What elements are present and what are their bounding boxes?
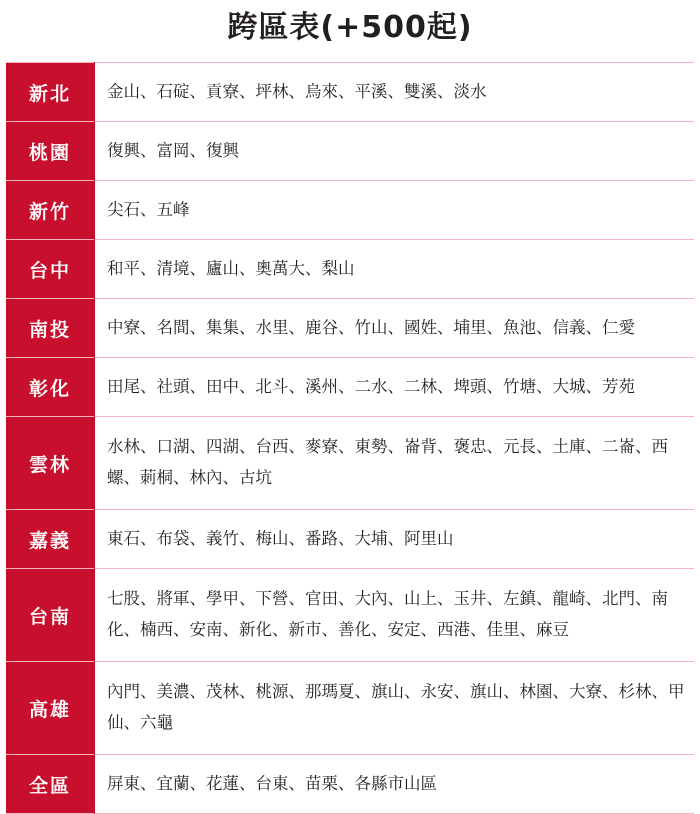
table-row xyxy=(6,299,694,358)
region-label: 新北 xyxy=(6,63,95,122)
region-areas: 中寮、名間、集集、水里、鹿谷、竹山、國姓、埔里、魚池、信義、仁愛 xyxy=(107,317,635,337)
region-areas: 屏東、宜蘭、花蓮、台東、苗栗、各縣市山區 xyxy=(107,773,437,793)
region-label: 新竹 xyxy=(6,181,95,240)
table-row xyxy=(6,181,694,240)
region-label: 南投 xyxy=(6,299,95,358)
table-row xyxy=(6,569,694,662)
region-areas: 田尾、社頭、田中、北斗、溪州、二水、二林、埤頭、竹塘、大城、芳苑 xyxy=(107,376,635,396)
region-areas: 內門、美濃、茂林、桃源、那瑪夏、旗山、永安、旗山、林園、大寮、杉林、甲仙、六龜 xyxy=(107,682,685,732)
table-row xyxy=(6,240,694,299)
region-label: 台南 xyxy=(6,569,95,662)
region-label: 全區 xyxy=(6,755,95,814)
region-areas: 七股、將軍、學甲、下營、官田、大內、山上、玉井、左鎮、龍崎、北門、南化、楠西、安南、新化、新市、善化、安定、西港、佳里、麻豆 xyxy=(107,589,668,639)
region-areas: 尖石、五峰 xyxy=(107,199,190,219)
region-label: 嘉義 xyxy=(6,510,95,569)
region-label: 台中 xyxy=(6,240,95,299)
table-body xyxy=(6,63,694,814)
region-label: 桃園 xyxy=(6,122,95,181)
region-areas: 金山、石碇、貢寮、坪林、烏來、平溪、雙溪、淡水 xyxy=(107,81,487,101)
table-row xyxy=(6,63,694,122)
table-row xyxy=(6,755,694,814)
region-areas: 東石、布袋、義竹、梅山、番路、大埔、阿里山 xyxy=(107,528,454,548)
region-areas: 復興、富岡、復興 xyxy=(107,140,239,160)
region-areas: 和平、清境、廬山、奧萬大、梨山 xyxy=(107,258,355,278)
region-label: 高雄 xyxy=(6,662,95,755)
page-title: 跨區表(+500起) xyxy=(227,10,473,45)
table-row xyxy=(6,417,694,510)
cross-region-table xyxy=(6,62,694,814)
table-row xyxy=(6,358,694,417)
table-row xyxy=(6,510,694,569)
region-label: 彰化 xyxy=(6,358,95,417)
table-row xyxy=(6,662,694,755)
region-label: 雲林 xyxy=(6,417,95,510)
region-areas: 水林、口湖、四湖、台西、麥寮、東勢、崙背、褒忠、元長、土庫、二崙、西螺、莿桐、林內、古坑 xyxy=(107,437,668,487)
table-row xyxy=(6,122,694,181)
